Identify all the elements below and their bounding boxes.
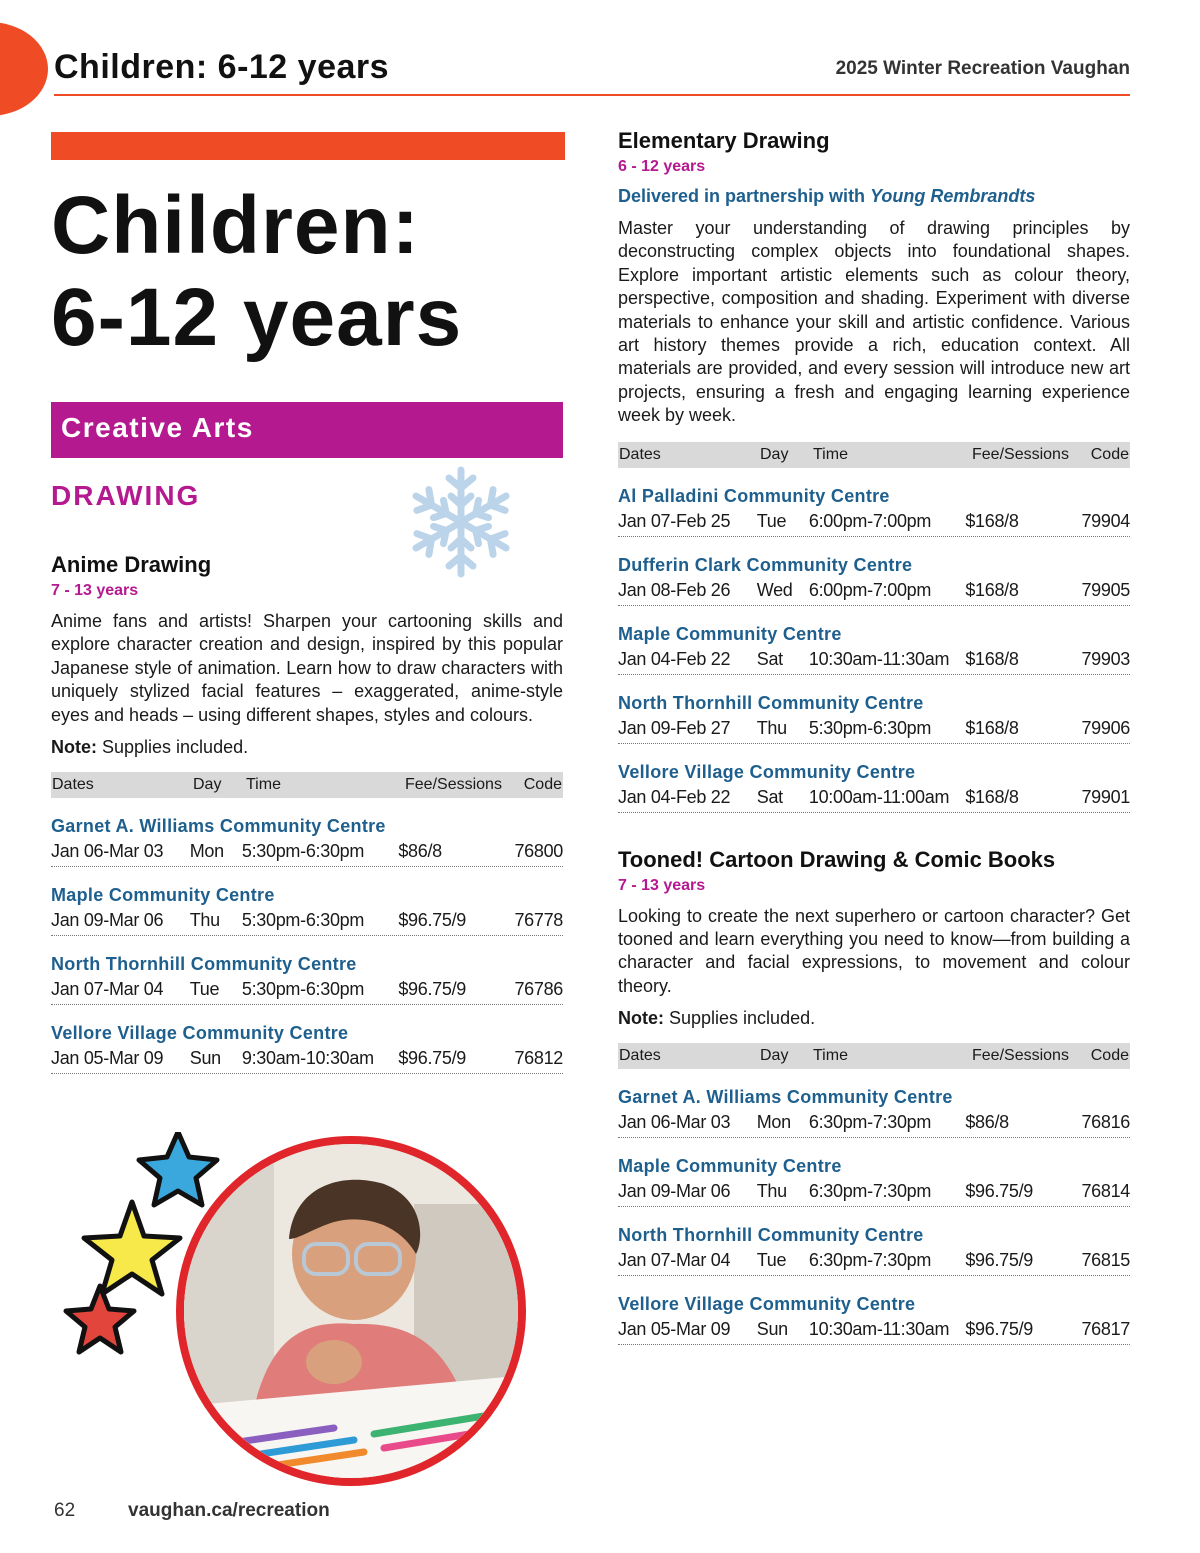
photo-area (60, 1132, 540, 1492)
program-description: Looking to create the next superhero or cartoon character? Get tooned and learn everything you need to know—from building a character and facial expressions, to movement and colour theory. (618, 905, 1130, 996)
partner-name: Young Rembrandts (870, 186, 1036, 206)
session-code: 76812 (514, 1048, 564, 1069)
table-row (51, 975, 563, 1005)
session-fee: $96.75/9 (398, 1048, 467, 1069)
location-name: Vellore Village Community Centre (618, 761, 916, 782)
table-row (51, 1044, 563, 1074)
location-name: Al Palladini Community Centre (618, 485, 890, 506)
schedule-table-header (618, 1043, 1130, 1069)
session-time: 5:30pm-6:30pm (808, 717, 932, 738)
session-fee: $96.75/9 (398, 910, 467, 931)
note-label: Note: (51, 737, 97, 758)
session-dates: Jan 05-Mar 09 (618, 1319, 731, 1340)
note-text: Supplies included. (97, 737, 249, 758)
session-time: 6:30pm-7:30pm (808, 1250, 932, 1271)
session-code: 76786 (514, 979, 564, 1000)
program-tooned-cartoon-drawing (618, 847, 1130, 1346)
session-time: 6:00pm-7:00pm (808, 579, 932, 600)
right-column (618, 128, 1130, 1345)
table-row (51, 837, 563, 867)
snowflake-icon (401, 462, 521, 582)
session-day: Sun (756, 1319, 788, 1340)
program-elementary-drawing (618, 128, 1130, 813)
session-dates: Jan 07-Mar 04 (51, 979, 164, 1000)
session-day: Sat (756, 648, 783, 669)
session-time: 10:00am-11:00am (808, 786, 950, 807)
program-note (618, 1008, 1130, 1029)
session-code: 76800 (514, 841, 564, 862)
session-time: 9:30am-10:30am (241, 1048, 374, 1069)
session-time: 5:30pm-6:30pm (241, 910, 365, 931)
col-code: Code (523, 776, 562, 794)
session-code: 79903 (1081, 648, 1131, 669)
session-code: 76778 (514, 910, 564, 931)
star-icon-red (66, 1286, 134, 1352)
session-dates: Jan 08-Feb 26 (618, 579, 731, 600)
section-running-head: Children: 6-12 years (54, 48, 390, 86)
col-dates: Dates (52, 776, 94, 794)
location-name: Maple Community Centre (618, 1156, 842, 1177)
age-range: 7 - 13 years (618, 876, 706, 894)
session-day: Mon (756, 1112, 791, 1133)
session-group (618, 762, 1130, 813)
session-group (618, 1225, 1130, 1276)
accent-bar (51, 132, 565, 160)
session-code: 79906 (1081, 717, 1131, 738)
location-name: Vellore Village Community Centre (51, 1023, 349, 1044)
session-group (618, 486, 1130, 537)
session-group (51, 885, 563, 936)
session-dates: Jan 04-Feb 22 (618, 648, 731, 669)
session-group (618, 624, 1130, 675)
session-group (51, 954, 563, 1005)
location-name: North Thornhill Community Centre (618, 1225, 924, 1246)
col-time: Time (813, 445, 848, 463)
page-title (51, 180, 563, 364)
age-range: 7 - 13 years (51, 582, 139, 599)
session-fee: $96.75/9 (965, 1319, 1034, 1340)
child-drawing-photo (176, 1136, 526, 1486)
publication-title: 2025 Winter Recreation Vaughan (835, 58, 1130, 79)
location-name: Garnet A. Williams Community Centre (618, 1087, 953, 1108)
table-row (618, 1315, 1130, 1345)
note-text: Supplies included. (664, 1008, 816, 1029)
star-icon-yellow (84, 1202, 180, 1294)
session-dates: Jan 04-Feb 22 (618, 786, 731, 807)
program-description: Anime fans and artists! Sharpen your cartooning skills and explore character creation and design, inspired by this popular Japanese style of animation. Learn how to draw characters with uniquely stylized facial features – exaggerated, anime-style eyes and heads – using different shapes, styles and colours. (51, 611, 563, 725)
session-fee: $86/8 (965, 1112, 1009, 1133)
session-group (51, 1023, 563, 1074)
table-row (618, 576, 1130, 606)
location-name: Maple Community Centre (51, 885, 275, 906)
table-row (618, 783, 1130, 813)
session-day: Wed (756, 579, 793, 600)
session-code: 79905 (1081, 579, 1131, 600)
col-fee: Fee/Sessions (972, 1047, 1069, 1065)
footer-url-link[interactable]: vaughan.ca/recreation (128, 1500, 330, 1521)
schedule-table-header (51, 772, 563, 798)
session-dates: Jan 06-Mar 03 (51, 841, 164, 862)
session-group (618, 1294, 1130, 1345)
session-fee: $168/8 (965, 579, 1019, 600)
location-name: Garnet A. Williams Community Centre (51, 816, 386, 837)
session-dates: Jan 06-Mar 03 (618, 1112, 731, 1133)
session-day: Thu (756, 1181, 787, 1202)
session-time: 10:30am-11:30am (808, 648, 950, 669)
col-fee: Fee/Sessions (972, 445, 1069, 463)
col-day: Day (193, 776, 222, 794)
note-label: Note: (618, 1008, 664, 1029)
location-name: Maple Community Centre (618, 623, 842, 644)
program-description: Master your understanding of drawing principles by deconstructing complex objects into foundational shapes. Explore important artistic elements such as colour theory, perspective, composition and shading. Experiment with diverse materials to enhance your skill and artistic confidence. Various art history themes provide a rich, education context. All materials are provided, and every session will introduce new art projects, ensuring a fresh and engaging learning experience week by week. (618, 218, 1130, 426)
page-title-line1: Children: (51, 180, 420, 271)
session-code: 79901 (1081, 786, 1131, 807)
photo-illustration (184, 1144, 518, 1478)
table-row (618, 645, 1130, 675)
session-time: 5:30pm-6:30pm (241, 979, 365, 1000)
program-note (51, 737, 563, 758)
session-dates: Jan 09-Mar 06 (618, 1181, 731, 1202)
col-code: Code (1090, 1047, 1129, 1065)
session-dates: Jan 07-Feb 25 (618, 510, 731, 531)
session-code: 76816 (1081, 1112, 1131, 1133)
corner-tab (0, 22, 48, 116)
partner-line (618, 186, 1130, 207)
page-number: 62 (54, 1500, 76, 1521)
session-time: 10:30am-11:30am (808, 1319, 950, 1340)
program-title: Anime Drawing (51, 552, 212, 577)
session-time: 6:30pm-7:30pm (808, 1181, 932, 1202)
session-day: Tue (189, 979, 220, 1000)
star-icon-blue (139, 1132, 217, 1205)
location-name: Vellore Village Community Centre (618, 1294, 916, 1315)
location-name: North Thornhill Community Centre (618, 692, 924, 713)
table-row (618, 1108, 1130, 1138)
session-dates: Jan 09-Mar 06 (51, 910, 164, 931)
col-code: Code (1090, 445, 1129, 463)
program-anime-drawing (51, 552, 563, 1074)
session-fee: $168/8 (965, 786, 1019, 807)
schedule-table-header (618, 442, 1130, 468)
subcategory-heading: DRAWING (51, 480, 201, 511)
table-row (618, 1246, 1130, 1276)
session-code: 76815 (1081, 1250, 1131, 1271)
session-fee: $168/8 (965, 648, 1019, 669)
session-time: 6:30pm-7:30pm (808, 1112, 932, 1133)
session-code: 79904 (1081, 510, 1131, 531)
session-day: Sun (189, 1048, 221, 1069)
session-code: 76814 (1081, 1181, 1131, 1202)
program-title: Elementary Drawing (618, 128, 830, 153)
program-title: Tooned! Cartoon Drawing & Comic Books (618, 846, 1056, 872)
col-day: Day (760, 1047, 789, 1065)
session-code: 76817 (1081, 1319, 1131, 1340)
session-group (618, 555, 1130, 606)
session-fee: $96.75/9 (398, 979, 467, 1000)
col-time: Time (246, 776, 281, 794)
session-dates: Jan 09-Feb 27 (618, 717, 731, 738)
session-day: Thu (189, 910, 220, 931)
col-dates: Dates (619, 445, 661, 463)
session-group (618, 1156, 1130, 1207)
session-dates: Jan 07-Mar 04 (618, 1250, 731, 1271)
col-dates: Dates (619, 1047, 661, 1065)
header-rule (54, 94, 1130, 96)
session-time: 5:30pm-6:30pm (241, 841, 365, 862)
category-band: Creative Arts (51, 402, 563, 458)
session-group (618, 693, 1130, 744)
col-fee: Fee/Sessions (405, 776, 502, 794)
col-day: Day (760, 445, 789, 463)
session-day: Sat (756, 786, 783, 807)
table-row (618, 1177, 1130, 1207)
partner-prefix: Delivered in partnership with (618, 186, 871, 206)
left-column (51, 132, 563, 1074)
session-group (618, 1087, 1130, 1138)
col-time: Time (813, 1047, 848, 1065)
session-fee: $86/8 (398, 841, 442, 862)
age-range: 6 - 12 years (618, 158, 706, 175)
session-fee: $96.75/9 (965, 1250, 1034, 1271)
table-row (618, 507, 1130, 537)
location-name: Dufferin Clark Community Centre (618, 554, 913, 575)
session-fee: $168/8 (965, 510, 1019, 531)
table-row (51, 906, 563, 936)
session-day: Thu (756, 717, 787, 738)
page-title-line2: 6-12 years (51, 272, 463, 363)
session-day: Mon (189, 841, 224, 862)
session-fee: $96.75/9 (965, 1181, 1034, 1202)
session-group (51, 816, 563, 867)
session-day: Tue (756, 510, 787, 531)
session-dates: Jan 05-Mar 09 (51, 1048, 164, 1069)
session-time: 6:00pm-7:00pm (808, 510, 932, 531)
session-fee: $168/8 (965, 717, 1019, 738)
location-name: North Thornhill Community Centre (51, 954, 357, 975)
table-row (618, 714, 1130, 744)
session-day: Tue (756, 1250, 787, 1271)
